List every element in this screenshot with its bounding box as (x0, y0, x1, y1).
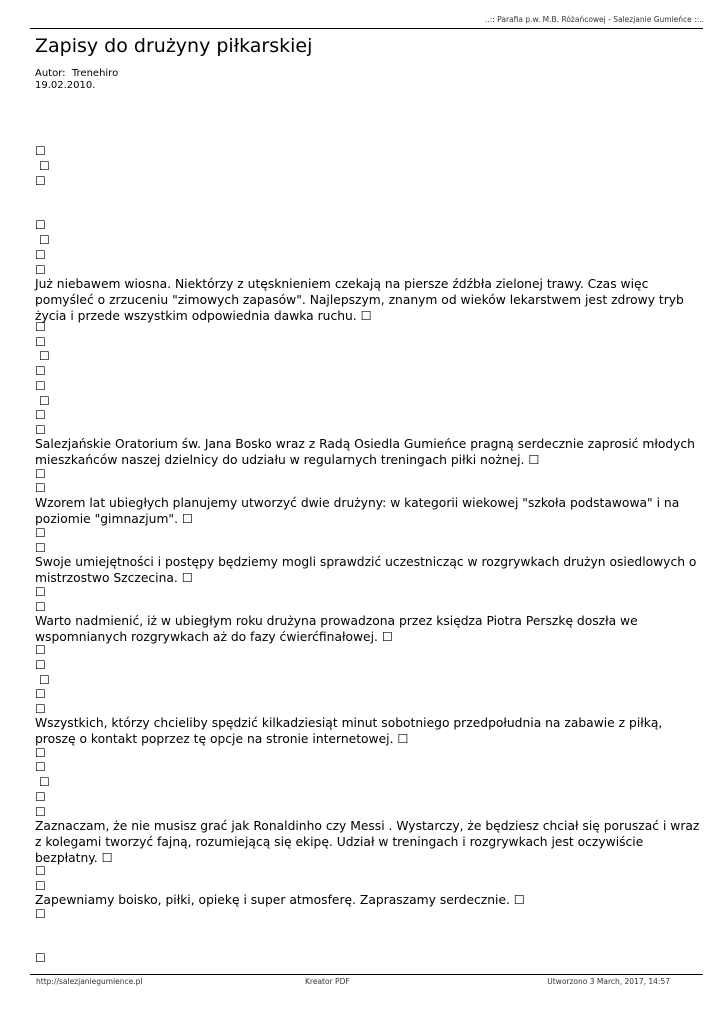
placeholder-glyph: ☐ (35, 379, 46, 393)
paragraph-text: Zapewniamy boisko, piłki, opiekę i super atmosferę. Zapraszamy serdecznie. (35, 893, 510, 907)
paragraph-text: Już niebawem wiosna. Niektórzy z utęsknieniem czekają na piersze źdźbła zielonej trawy. Czas więc pomyśleć o zrzuceniu "zimowych zapasów". Najlepszym, znanym od wieków lekarstwem jest zdrowy tryb życia i przede wszystkim odpowiednia dawka ruchu. (35, 277, 684, 323)
footer-url: http://salezjaniegumience.pl (36, 977, 143, 986)
placeholder-glyph: ☐ (35, 951, 46, 965)
article-author (35, 68, 118, 79)
placeholder-glyph: ☐ (39, 673, 50, 687)
footer-generator: Kreator PDF (305, 977, 350, 986)
placeholder-glyph: ☐ (35, 879, 46, 893)
placeholder-glyph: ☐ (35, 643, 46, 657)
placeholder-glyph: ☐ (35, 907, 46, 921)
placeholder-glyph: ☐ (101, 851, 113, 865)
paragraph-text: Salezjańskie Oratorium św. Jana Bosko wraz z Radą Osiedla Gumieńce pragną serdecznie zaprosić młodych mieszkańców naszej dzielnicy do udziału w regularnych treningach piłki nożnej. (35, 437, 695, 467)
placeholder-glyph: ☐ (35, 760, 46, 774)
placeholder-glyph: ☐ (35, 790, 46, 804)
placeholder-glyph: ☐ (397, 732, 409, 746)
placeholder-glyph: ☐ (35, 702, 46, 716)
paragraph (35, 436, 703, 468)
placeholder-glyph: ☐ (35, 320, 46, 334)
paragraph-text: Wzorem lat ubiegłych planujemy utworzyć dwie drużyny: w kategorii wiekowej "szkoła podstawowa" i na poziomie "gimnazjum". (35, 496, 680, 526)
header-divider (30, 28, 703, 29)
placeholder-glyph: ☐ (35, 481, 46, 495)
paragraph (35, 818, 703, 866)
author-name: Trenehiro (71, 68, 119, 79)
article-date: 19.02.2010. (35, 80, 96, 91)
footer-created-date: Utworzono 3 March, 2017, 14:57 (547, 977, 670, 986)
placeholder-glyph: ☐ (35, 585, 46, 599)
paragraph (35, 495, 703, 527)
placeholder-glyph: ☐ (39, 394, 50, 408)
placeholder-glyph: ☐ (35, 364, 46, 378)
placeholder-glyph: ☐ (35, 174, 46, 188)
placeholder-glyph: ☐ (35, 248, 46, 262)
paragraph-text: Wszystkich, którzy chcieliby spędzić kilkadziesiąt minut sobotniego przedpołudnia na zabawie z piłką, proszę o kontakt poprzez tę opcje na stronie internetowej. (35, 716, 663, 746)
placeholder-glyph: ☐ (35, 805, 46, 819)
paragraph (35, 892, 703, 908)
placeholder-glyph: ☐ (513, 893, 525, 907)
paragraph (35, 613, 703, 645)
placeholder-glyph: ☐ (35, 600, 46, 614)
placeholder-glyph: ☐ (35, 263, 46, 277)
author-label: Autor: (35, 68, 66, 79)
placeholder-glyph: ☐ (528, 453, 540, 467)
placeholder-glyph: ☐ (39, 775, 50, 789)
paragraph-text: Zaznaczam, że nie musisz grać jak Ronaldinho czy Messi . Wystarczy, że będziesz chciał się poruszać i wraz z kolegami tworzyć fajną, rozumiejącą się ekipę. Udział w treningach i rozgrywkach jest oczywiście bezpłatny. (35, 819, 700, 865)
placeholder-glyph: ☐ (35, 408, 46, 422)
placeholder-glyph: ☐ (35, 335, 46, 349)
footer-divider (30, 974, 703, 975)
paragraph (35, 276, 703, 324)
placeholder-glyph: ☐ (35, 541, 46, 555)
placeholder-glyph: ☐ (35, 746, 46, 760)
placeholder-glyph: ☐ (35, 658, 46, 672)
placeholder-glyph: ☐ (35, 144, 46, 158)
placeholder-glyph: ☐ (39, 159, 50, 173)
placeholder-glyph: ☐ (35, 218, 46, 232)
site-header-title: ..:: Parafia p.w. M.B. Różańcowej - Salezjanie Gumieńce ::.. (484, 15, 704, 24)
placeholder-glyph: ☐ (39, 349, 50, 363)
paragraph (35, 715, 703, 747)
placeholder-glyph: ☐ (381, 630, 393, 644)
placeholder-glyph: ☐ (35, 423, 46, 437)
paragraph-text: Warto nadmienić, iż w ubiegłym roku drużyna prowadzona przez księdza Piotra Perszkę doszła we wspomnianych rozgrywkach aż do fazy ćwierćfinałowej. (35, 614, 638, 644)
placeholder-glyph: ☐ (35, 687, 46, 701)
placeholder-glyph: ☐ (182, 512, 194, 526)
placeholder-glyph: ☐ (39, 233, 50, 247)
paragraph-text: Swoje umiejętności i postępy będziemy mogli sprawdzić uczestnicząc w rozgrywkach drużyn osiedlowych o mistrzostwo Szczecina. (35, 555, 697, 585)
placeholder-glyph: ☐ (35, 864, 46, 878)
placeholder-glyph: ☐ (35, 467, 46, 481)
paragraph (35, 554, 703, 586)
placeholder-glyph: ☐ (181, 571, 193, 585)
placeholder-glyph: ☐ (35, 526, 46, 540)
placeholder-glyph: ☐ (360, 309, 372, 323)
article-title: Zapisy do drużyny piłkarskiej (35, 35, 313, 57)
